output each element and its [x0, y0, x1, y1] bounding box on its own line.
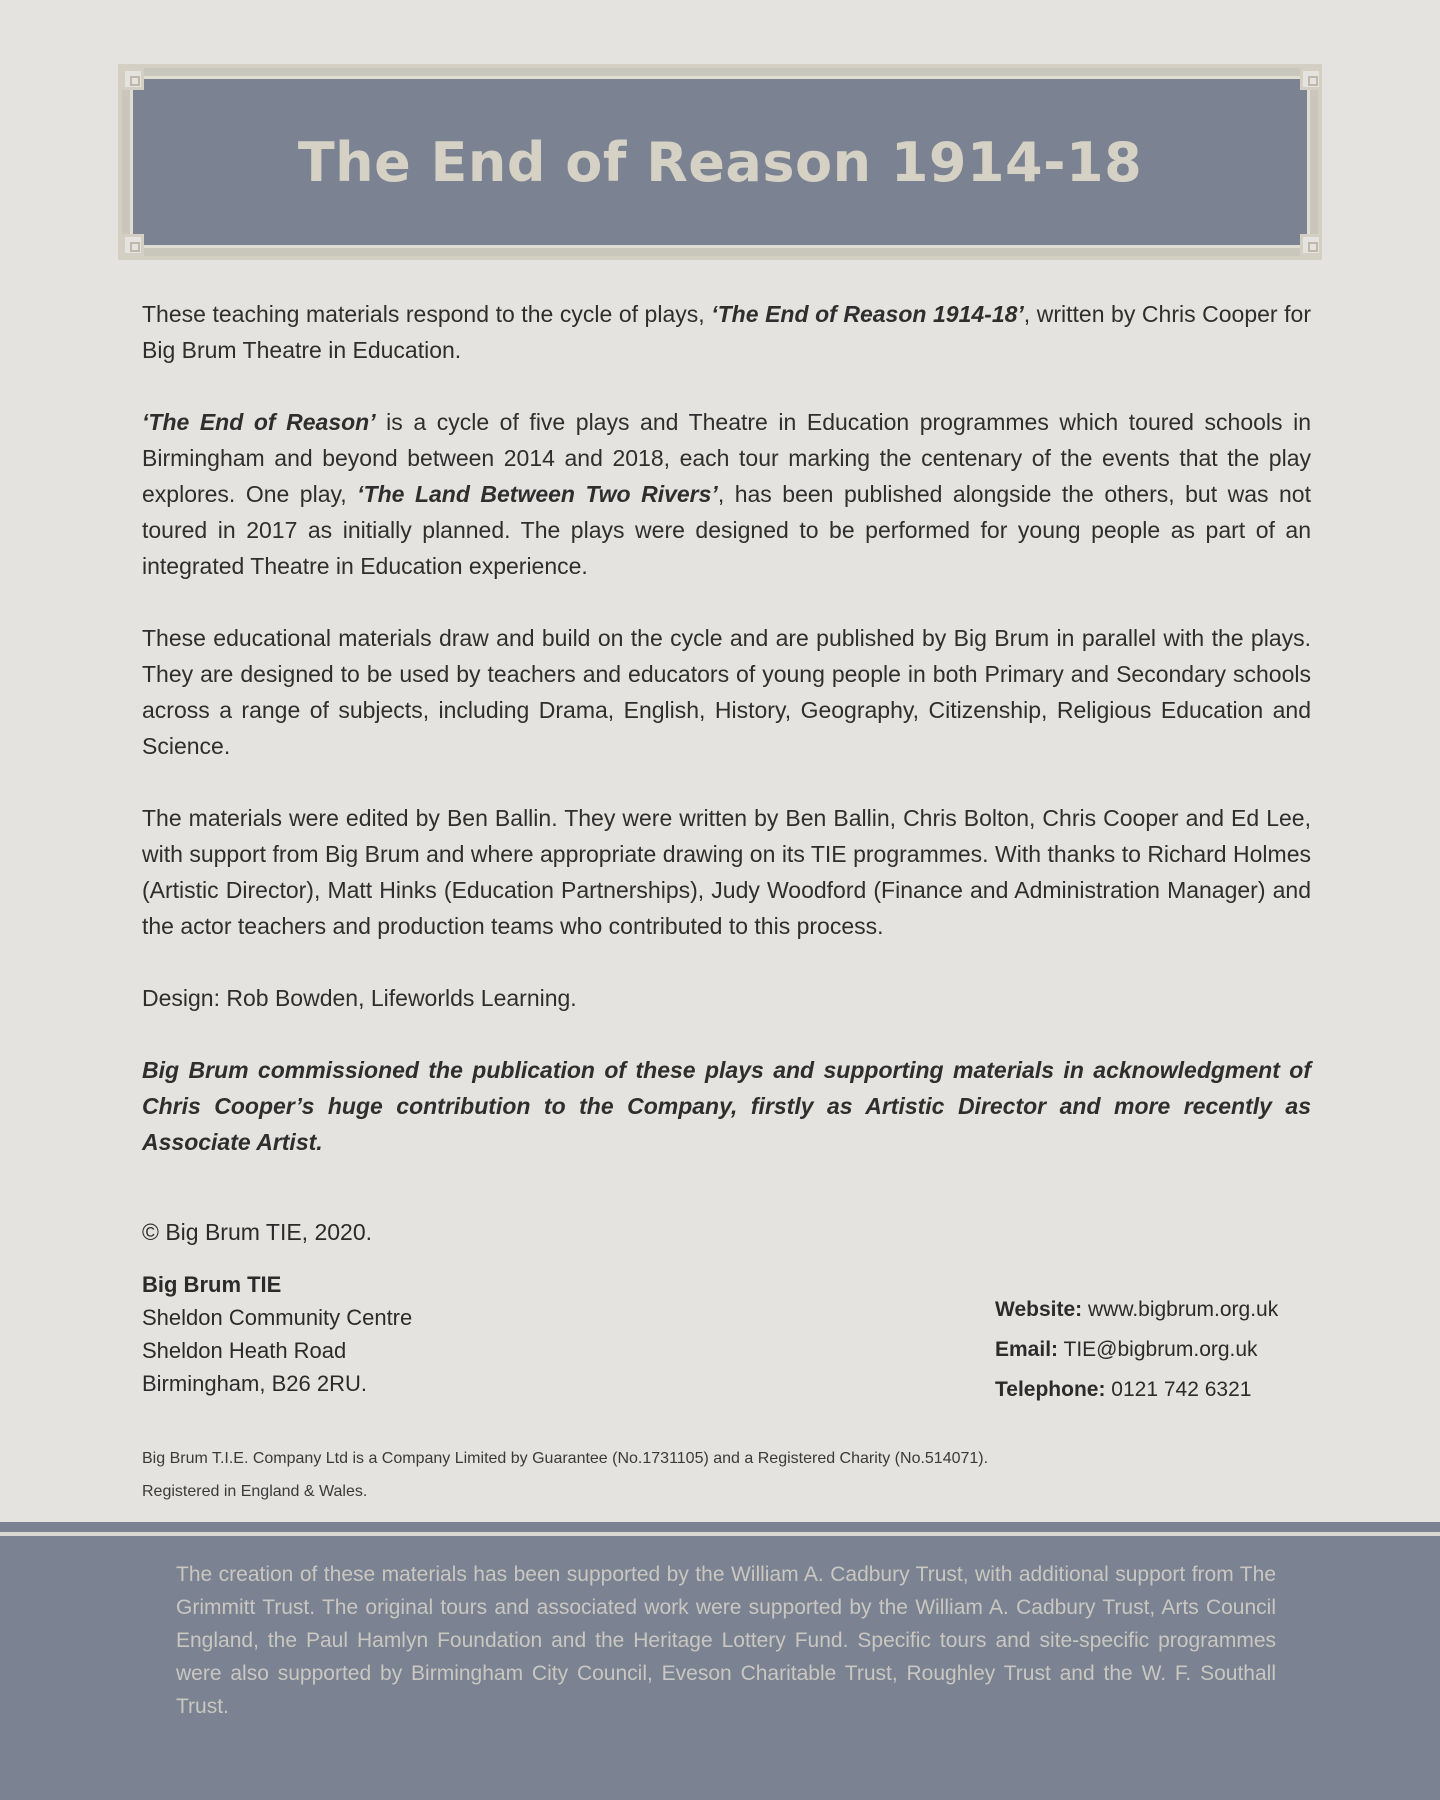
address-line: Birmingham, B26 2RU.: [142, 1371, 367, 1396]
cycle-paragraph: [142, 404, 1311, 584]
cycle-text: is a cycle of five plays and Theatre in Education programmes which toured schools in Birmingham and beyond between 2014 and 2018, each tour marking the centenary of the events that the play explores. One play,: [142, 409, 1311, 507]
intro-text: These teaching materials respond to the cycle of plays,: [142, 301, 712, 327]
email-link[interactable]: TIE@bigbrum.org.uk: [1063, 1338, 1258, 1361]
intro-text-end: , written by Chris Cooper for Big Brum Theatre in Education.: [142, 301, 1311, 363]
design-credit: Design: Rob Bowden, Lifeworlds Learning.: [142, 985, 577, 1011]
contact-details: [995, 1290, 1278, 1410]
website-row: [995, 1290, 1278, 1330]
address-org: Big Brum TIE: [142, 1272, 282, 1297]
banner-corner-ornament: [1300, 234, 1322, 256]
credits-paragraph: The materials were edited by Ben Ballin. They were written by Ben Ballin, Chris Bolton, Chris Cooper and Ed Lee, with support from Big Brum and where appropriate drawing on its TIE programmes. With thanks to Richard Holmes (Artistic Director), Matt Hinks (Education Partnerships), Judy Woodford (Finance and Administration Manager) and the actor teachers and production teams who contributed to this process.: [142, 805, 1311, 939]
cycle-text-end: , has been published alongside the others, but was not toured in 2017 as initially planned. The plays were designed to be performed for young people as part of an integrated Theatre in Education experience.: [142, 481, 1311, 579]
title-banner: [118, 64, 1322, 260]
legal-notice: [142, 1442, 988, 1508]
phone-number: 0121 742 6321: [1111, 1378, 1252, 1401]
phone-row: [995, 1370, 1278, 1410]
website-link[interactable]: www.bigbrum.org.uk: [1087, 1298, 1279, 1321]
address-line: Sheldon Community Centre: [142, 1305, 413, 1330]
cycle-title: ‘The End of Reason’: [142, 409, 376, 435]
banner-corner-ornament: [122, 68, 144, 90]
phone-label: Telephone:: [995, 1378, 1106, 1401]
play-cycle-title: ‘The End of Reason 1914-18’: [711, 301, 1024, 327]
funding-acknowledgement: The creation of these materials has been supported by the William A. Cadbury Trust, with additional support from The Grimmitt Trust. The original tours and associated work were supported by the William A. Cadbury Trust, Arts Council England, the Paul Hamlyn Foundation and the Heritage Lottery Fund. Specific tours and site-specific programmes were also supported by Birmingham City Council, Eveson Charitable Trust, Roughley Trust and the W. F. Southall Trust.: [176, 1563, 1276, 1718]
address-line: Sheldon Heath Road: [142, 1338, 347, 1363]
legal-line: Registered in England & Wales.: [142, 1483, 368, 1500]
play-title: ‘The Land Between Two Rivers’: [357, 481, 718, 507]
materials-paragraph: These educational materials draw and build on the cycle and are published by Big Brum in parallel with the plays. They are designed to be used by teachers and educators of young people in both Primary and Secondary schools across a range of subjects, including Drama, English, History, Geography, Citizenship, Religious Education and Science.: [142, 625, 1311, 759]
commission-note: Big Brum commissioned the publication of these plays and supporting materials in acknowledgment of Chris Cooper’s huge contribution to the Company, firstly as Artistic Director and more recently as Associate Artist.: [142, 1057, 1311, 1155]
title-banner-inner: [130, 76, 1310, 248]
banner-corner-ornament: [122, 234, 144, 256]
email-label: Email:: [995, 1338, 1059, 1361]
email-row: [995, 1330, 1278, 1370]
intro-paragraph: [142, 296, 1311, 368]
postal-address: [142, 1268, 412, 1400]
page-title: The End of Reason 1914-18: [297, 130, 1143, 194]
footer-band: [0, 1536, 1440, 1800]
copyright: © Big Brum TIE, 2020.: [142, 1219, 373, 1245]
footer-divider: [0, 1522, 1440, 1532]
legal-line: Big Brum T.I.E. Company Ltd is a Company Limited by Guarantee (No.1731105) and a Registered Charity (No.514071).: [142, 1450, 989, 1467]
website-label: Website:: [995, 1298, 1083, 1321]
banner-corner-ornament: [1300, 68, 1322, 90]
